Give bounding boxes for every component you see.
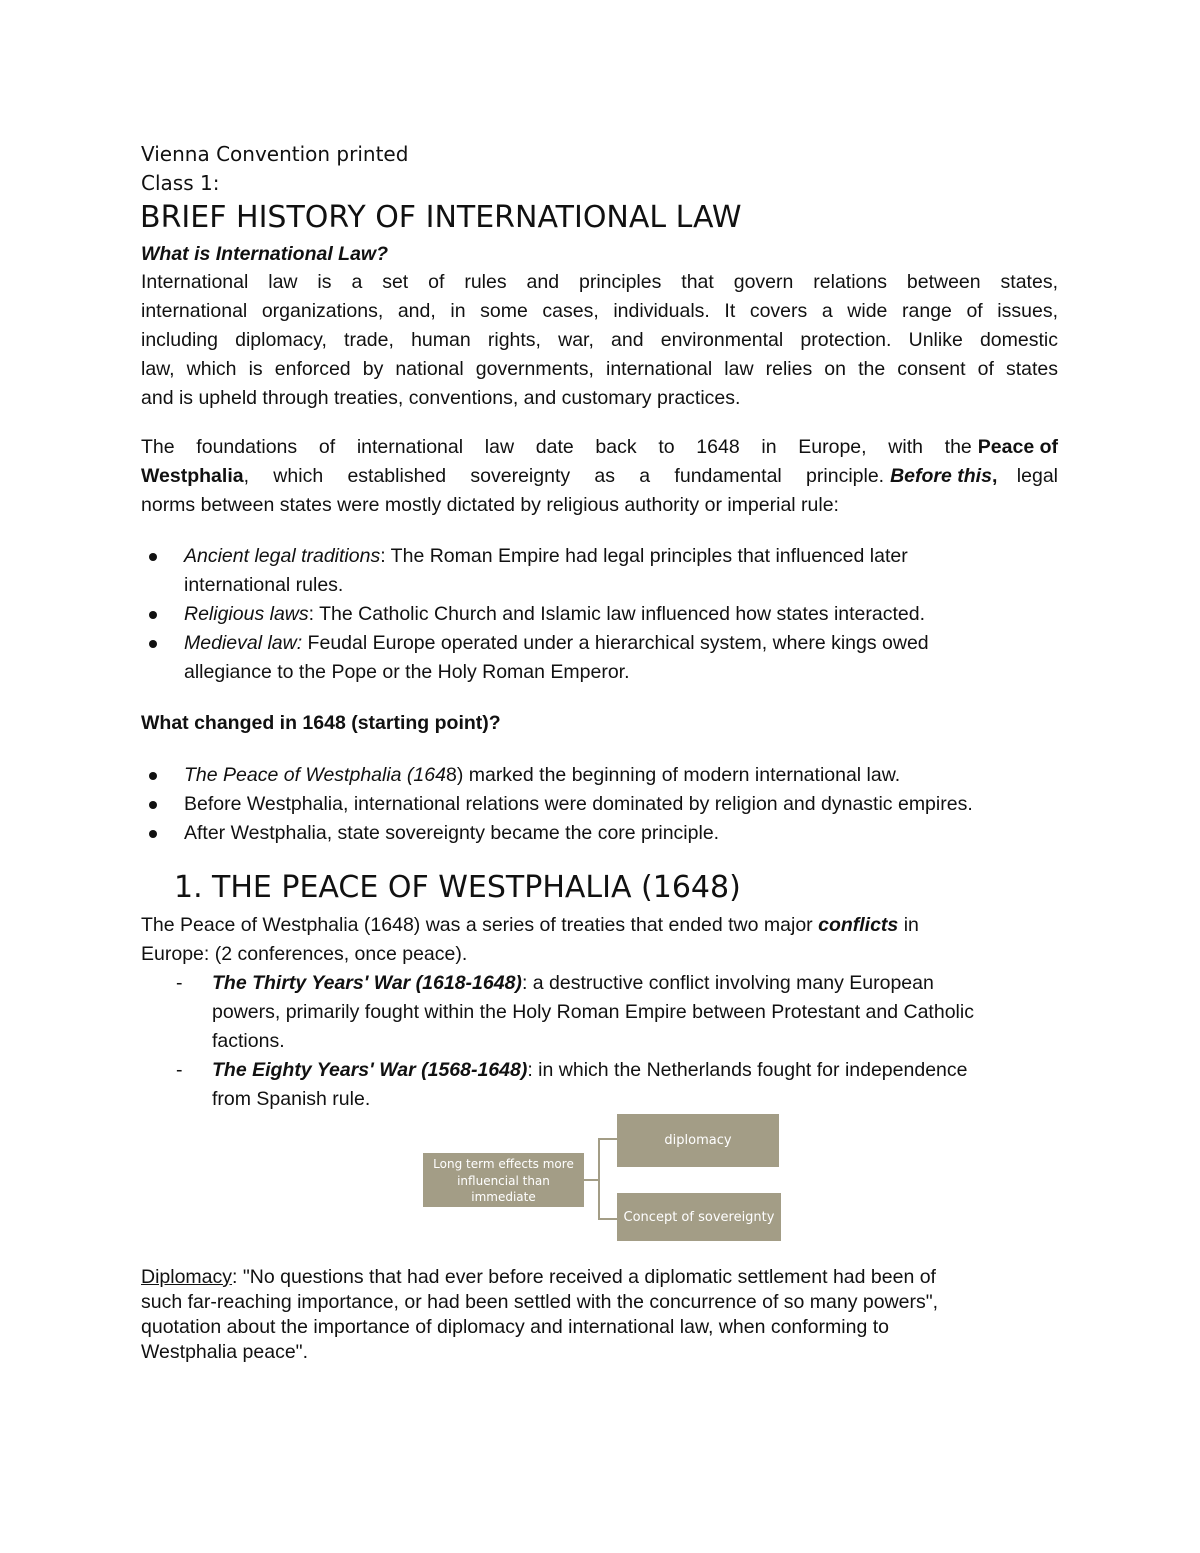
diagram-source-line: influencial than immediate bbox=[457, 1173, 550, 1204]
quote-line: quotation about the importance of diplomacy and international law, when conforming to bbox=[141, 1316, 889, 1338]
bullet-icon bbox=[149, 611, 157, 619]
list-item bbox=[141, 1056, 1071, 1114]
legal-word: legal bbox=[1016, 465, 1058, 487]
list-item-term: Ancient legal traditions bbox=[184, 545, 381, 567]
conflicts-term: conflicts bbox=[818, 914, 899, 936]
diagram-source-line: Long term effects more bbox=[433, 1157, 574, 1171]
foundations-line-2 bbox=[141, 462, 1058, 491]
list-item-term: Medieval law: bbox=[184, 632, 303, 654]
war-name: The Eighty Years' War (1568-1648) bbox=[212, 1059, 528, 1081]
document-note: Vienna Convention printed bbox=[141, 142, 409, 166]
section-heading bbox=[174, 868, 741, 908]
foundations-text: The foundations of international law date back to 1648 in Europe, with the bbox=[141, 436, 972, 458]
section-title: THE PEACE OF WESTPHALIA (1648) bbox=[212, 870, 741, 905]
foundations-text: , which established sovereignty as a fundamental principle. bbox=[243, 465, 885, 487]
list-item-text: 8) marked the beginning of modern international law. bbox=[445, 764, 901, 786]
diplomacy-label: Diplomacy bbox=[141, 1266, 233, 1288]
list-item-term: Religious laws bbox=[184, 603, 309, 625]
wars-list bbox=[141, 969, 1071, 1114]
list-item bbox=[141, 819, 1081, 848]
list-item-text: international rules. bbox=[184, 574, 344, 596]
foundations-line-3: norms between states were mostly dictated by religious authority or imperial rule: bbox=[141, 494, 839, 516]
foundations-line-1 bbox=[141, 433, 1058, 462]
diagram-target-box: Concept of sovereignty bbox=[617, 1193, 781, 1241]
diagram-connector bbox=[598, 1218, 617, 1220]
intro-line: including diplomacy, trade, human rights, war, and environmental protection. Unlike domestic bbox=[141, 329, 1058, 351]
list-item bbox=[141, 790, 1081, 819]
bullet-icon bbox=[149, 640, 157, 648]
list-item bbox=[141, 969, 1071, 1056]
section-intro-line bbox=[141, 911, 1041, 940]
section-intro-line: Europe: (2 conferences, once peace). bbox=[141, 943, 468, 965]
section-intro bbox=[141, 911, 1041, 969]
before-westphalia-list bbox=[141, 542, 1041, 687]
quote-line: such far-reaching importance, or had been settled with the concurrence of so many powers", bbox=[141, 1291, 939, 1313]
intro-text: in bbox=[903, 914, 919, 936]
section-number: 1. bbox=[174, 870, 203, 905]
dash-icon: - bbox=[176, 1059, 183, 1081]
westphalia-term: Westphalia bbox=[141, 465, 244, 487]
list-item-text: allegiance to the Pope or the Holy Roman Emperor. bbox=[184, 661, 630, 683]
class-label: Class 1: bbox=[141, 171, 220, 195]
bullet-icon bbox=[149, 553, 157, 561]
intro-text: The Peace of Westphalia (1648) was a series of treaties that ended two major bbox=[141, 914, 813, 936]
war-text: : in which the Netherlands fought for independence bbox=[527, 1059, 968, 1081]
before-this-term: Before this bbox=[890, 465, 992, 487]
intro-line: and is upheld through treaties, conventions, and customary practices. bbox=[141, 387, 741, 409]
intro-question: What is International Law? bbox=[141, 243, 389, 265]
list-item-text: : The Catholic Church and Islamic law influenced how states interacted. bbox=[308, 603, 926, 625]
war-text: from Spanish rule. bbox=[212, 1088, 371, 1110]
foundations-paragraph bbox=[141, 433, 1058, 520]
bullet-icon bbox=[149, 772, 157, 780]
peace-of-term: Peace of bbox=[977, 436, 1058, 458]
list-item-text: After Westphalia, state sovereignty became the core principle. bbox=[184, 822, 720, 844]
war-text: : a destructive conflict involving many European bbox=[521, 972, 934, 994]
quote-line: Westphalia peace". bbox=[141, 1341, 308, 1363]
war-text: powers, primarily fought within the Holy Roman Empire between Protestant and Catholic bbox=[212, 1001, 974, 1023]
diagram-connector bbox=[598, 1138, 617, 1140]
list-item-term: The Peace of Westphalia (164 bbox=[184, 764, 446, 786]
bullet-icon bbox=[149, 801, 157, 809]
diagram-source-box bbox=[423, 1153, 584, 1221]
war-name: The Thirty Years' War (1618-1648) bbox=[212, 972, 522, 994]
dash-icon: - bbox=[176, 972, 183, 994]
diagram-source-line: land and power shifts bbox=[438, 1206, 569, 1221]
page-title: BRIEF HISTORY OF INTERNATIONAL LAW bbox=[140, 200, 742, 235]
changed-heading: What changed in 1648 (starting point)? bbox=[141, 712, 501, 734]
intro-line: International law is a set of rules and principles that govern relations between states, bbox=[141, 271, 1058, 293]
intro-line: international organizations, and, in some cases, individuals. It covers a wide range of issues, bbox=[141, 300, 1058, 322]
comma: , bbox=[991, 465, 998, 487]
before-this-group bbox=[890, 462, 1058, 491]
changed-list bbox=[141, 761, 1081, 848]
diagram-target-box: diplomacy bbox=[617, 1114, 779, 1167]
diagram-connector bbox=[598, 1138, 600, 1220]
intro-paragraph bbox=[141, 268, 1058, 413]
list-item bbox=[141, 542, 1041, 600]
quote-text: : "No questions that had ever before received a diplomatic settlement had been of bbox=[232, 1266, 936, 1288]
list-item-text: Feudal Europe operated under a hierarchical system, where kings owed bbox=[302, 632, 929, 654]
list-item-text: : The Roman Empire had legal principles that influenced later bbox=[380, 545, 908, 567]
list-item bbox=[141, 761, 1081, 790]
intro-line: law, which is enforced by national governments, international law relies on the consent of states bbox=[141, 358, 1058, 380]
list-item bbox=[141, 629, 1041, 687]
bullet-icon bbox=[149, 830, 157, 838]
diplomacy-quote bbox=[141, 1265, 1061, 1365]
foundations-line-2-left bbox=[141, 462, 890, 491]
list-item bbox=[141, 600, 1041, 629]
war-text: factions. bbox=[212, 1030, 285, 1052]
quote-line bbox=[141, 1265, 1061, 1290]
list-item-text: Before Westphalia, international relations were dominated by religion and dynastic empires. bbox=[184, 793, 973, 815]
